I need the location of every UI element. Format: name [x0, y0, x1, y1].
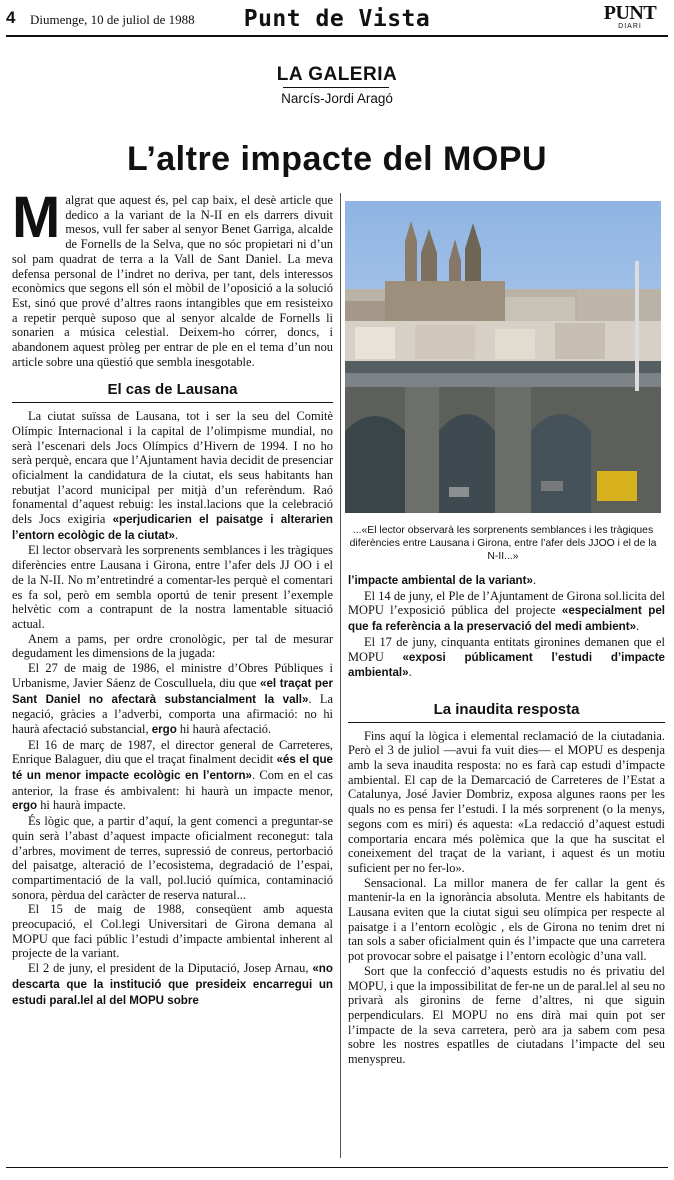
paragraph: El 17 de juny, cinquanta entitats gironines demanen que el MOPU «exposi públicament l’estudi d’impacte ambiental».: [348, 634, 665, 680]
lausanne-photo: [345, 201, 661, 513]
left-column: [12, 185, 334, 1008]
paragraph: És lògic que, a partir d’aquí, la gent comenci a preguntar-se quin serà l’abast d’aquest impacte oficialment reconegut: tala d’arbres, moviment de terres, supressió de conreus, pertorbació del paisatge, alteració de l’ecosistema, degradació de l’espai, compartimentació de la vall, pol.lució química, contaminació sonora, pèrdua del caràcter de reserva natural...: [12, 814, 333, 902]
header-divider: [6, 35, 668, 37]
section-title: Punt de Vista: [243, 6, 431, 32]
paragraph: Sensacional. La millor manera de fer callar la gent és mantenir-la en la ignorància absoluta. Mentre els habitants de Lausana eviten que la ciutat sigui seu olímpica per respecte al paisatge i a l’entorn ecològic , els de Girona no tenim dret ni tan sols a saber oficialment quin és l’impacte que una carretera pot provocar sobre el paisatge i l’entorn ecològic d’una vall.: [348, 875, 665, 964]
column-name-underline: [283, 87, 389, 88]
column-divider: [340, 193, 341, 1158]
paragraph: La ciutat suïssa de Lausana, tot i ser la seu del Comitè Olímpic Internacional i la capital de l’olimpisme mundial, no serà l’escenari dels Jocs Olímpics d’Hivern de 1994. I no ho serà perquè, encara que l’Ajuntament havia decidit de presenciar oficialment la candidatura de la ciutat, els seus habitants han rebutjat l’acord municipal per mitjà d’un referèndum. Raó fonamental d’aquest rebuig: les instal.lacions que la celebració dels Jocs exigiria «perjudicarien el paisatge i alterarien l’entorn ecològic de la ciutat».: [12, 409, 333, 542]
paragraph: Sort que la confecció d’aquests estudis no és privatiu del MOPU, i que la impossibilitat de fer-ne un de paral.lel al seu no privarà als gironins de ferne d’altres, ni que siguin perpendiculars. El MOPU no ens dirà mai quin pot ser l’impacte de la seva carretera, però ara ja sabem com pesa sobre les nostres espatlles de ciutadans l’impacte del seu menyspreu.: [348, 963, 666, 1067]
paragraph: Fins aquí la lògica i elemental reclamació de la ciutadania. Però el 3 de juliol —avui fa vuit dies— el MOPU es despenja amb la seva inaudita resposta: no es farà cap estudi d’impacte ambiental. El cap de la Demarcació de Carreteres de l’Estat a Catalunya, José Javier Dombriz, exposa algunes raons per les quals no es pensa fer l’estudi. I la més sorprenent (o la menys, segons com es miri) és aquesta: «La redacció d’aquest estudi comportaria encara més polèmica que la que ha suscitat el coneixement del traçat de la variant, i aquest és un motiu suficient per no fer-lo».: [348, 728, 665, 875]
author-byline: Narcís-Jordi Aragó: [281, 91, 393, 106]
drop-cap: M: [12, 185, 61, 250]
logo-subtitle: DIARI: [618, 23, 642, 30]
logo-wordmark: PUNT: [603, 2, 657, 24]
paragraph: l’impacte ambiental de la variant».: [348, 573, 537, 587]
lausanne-bridge-image: [345, 201, 661, 513]
subheading-lausana: El cas de Lausana: [12, 383, 333, 403]
paragraph: El 15 de maig de 1988, conseqüent amb aquesta preocupació, el Col.legi Universitari de Girona demana al MOPU que faci públic l’estudi d’impacte ambiental inherent al projecte de la variant.: [12, 902, 333, 961]
right-column: [348, 573, 665, 1067]
photo-caption: ...«El lector observarà les sorprenents semblances i les tràgiques diferències entre Lausana i Girona, entre l’afer dels JJOO i el de la N-II...»: [349, 525, 657, 562]
paragraph: El lector observarà les sorprenents semblances i les tràgiques diferències entre Lausana i Girona, entre l’afer dels JJ OO i el de la N-II. No m’entretindré a comentar-les perquè el comentari es fa sol, però em sembla oportú de tenir present l’exemple helvètic com a contrapunt de la nostra lamentable situació actual.: [12, 543, 333, 631]
article-headline: L’altre impacte del MOPU: [126, 140, 548, 178]
paragraph: El 27 de maig de 1986, el ministre d’Obres Públiques i Urbanisme, Javier Sáenz de Cosculluela, diu que «el traçat per Sant Daniel no afectarà substancialment la vall». La negació, gràcies a l’adverbi, comporta una afirmació: no hi haurà afectació substancial, ergo hi haurà afectació.: [12, 661, 334, 736]
page-number: 4: [6, 8, 16, 27]
newspaper-logo: [598, 4, 662, 34]
footer-divider: [6, 1167, 668, 1168]
paragraph: Anem a pams, per ordre cronològic, per tal de mesurar degudament les dimensions de la jugada:: [12, 631, 333, 661]
paragraph: El 16 de març de 1987, el director general de Carreteres, Enrique Balaguer, diu que el traçat finalment decidit «és el que té un menor impacte ecològic en l’entorn». Com en el cas anterior, la frase és ambivalent: hi haurà un impacte menor, ergo hi haurà impacte.: [12, 737, 333, 813]
paragraph: El 14 de juny, el Ple de l’Ajuntament de Girona sol.licita del MOPU l’exposició pública del projecte «especialment pel que fa referència a la preservació del medi ambient».: [348, 588, 665, 634]
column-name: LA GALERIA: [276, 64, 398, 85]
subheading-resposta: La inaudita resposta: [348, 703, 665, 723]
paragraph: El 2 de juny, el president de la Diputació, Josep Arnau, «no descarta que la institució que presideix encarregui un estudi paral.lel al del MOPU sobre: [12, 961, 333, 1007]
issue-date: Diumenge, 10 de juliol de 1988: [30, 12, 195, 27]
intro-paragraph: Malgrat que aquest és, pel cap baix, el desè article que dedico a la variant de la N-II en els darrers divuit mesos, vull fer saber al senyor Benet Garriga, alcalde de Fornells de la Selva, que no sóc propietari ni d’un sol pam quadrat de terra a la Vall de Sant Daniel. La meva defensa personal de l’indret no deriva, per tant, dels interessos econòmics que segons ell són el mòbil de l’oposició a la solució Est, sinó que prové d’altres raons intangibles que em resisteixo a repetir perquè suposo que al senyor alcalde de Fornells li sonarien a música celestial. Deixem-ho córrer, doncs, i abandonem aquest pròleg per entrar de ple en el tema d’un nou article sobre una qüestió que sembla inesgotable.: [12, 185, 333, 369]
masthead: [6, 4, 668, 34]
